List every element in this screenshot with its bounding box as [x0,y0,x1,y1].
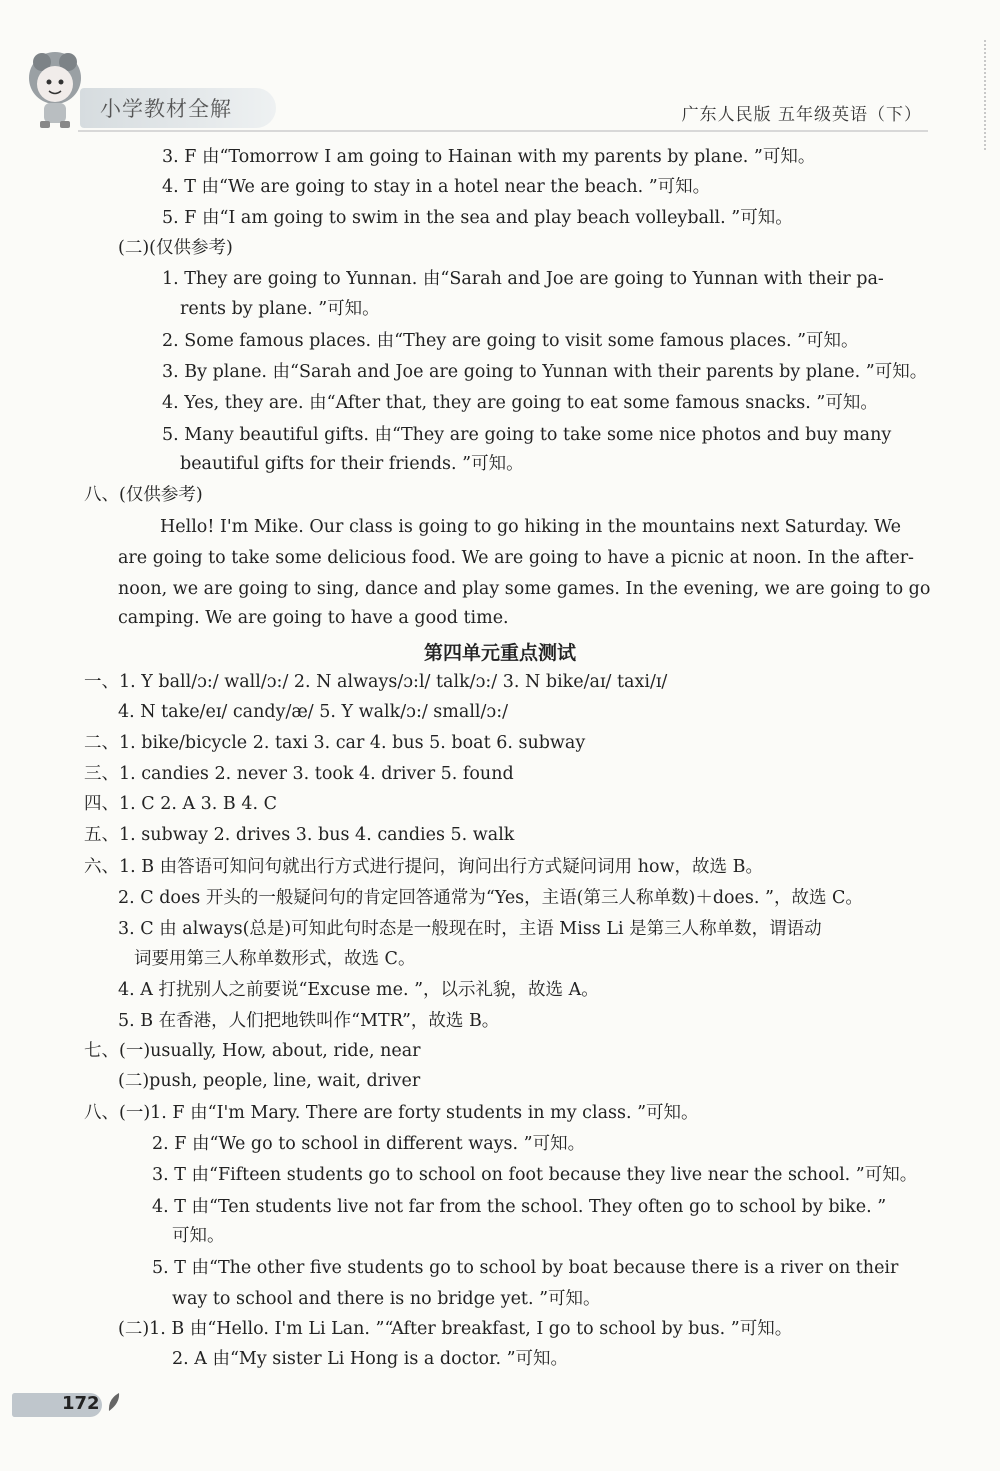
section-title: 第四单元重点测试 [423,642,576,664]
text-line: noon, we are going to sing, dance and play some games. In the evening, we are going to go [118,579,931,599]
text-line: 5. T 由“The other five students go to school by boat because there is a river on their [152,1258,899,1278]
text-line: 5. Many beautiful gifts. 由“They are going to take some nice photos and buy many [162,425,892,445]
text-line: 1. They are going to Yunnan. 由“Sarah and Joe are going to Yunnan with their pa- [162,269,884,289]
text-line: (二)(仅供参考) [118,238,233,258]
header-divider [78,130,928,132]
text-line: 3. By plane. 由“Sarah and Joe are going to Yunnan with their parents by plane. ”可知。 [162,362,928,382]
text-line: beautiful gifts for their friends. ”可知。 [180,454,524,474]
text-line: 六、1. B 由答语可知问句就出行方式进行提问，询问出行方式疑问词用 how，故选 B。 [84,857,763,877]
text-line: 八、(仅供参考) [84,485,203,505]
text-line: 3. C 由 always(总是)可知此句时态是一般现在时，主语 Miss Li 是第三人称单数，谓语动 [118,919,822,939]
book-title: 小学教材全解 [100,97,232,121]
text-line: (二)push, people, line, wait, driver [118,1071,421,1091]
text-line: 5. B 在香港，人们把地铁叫作“MTR”，故选 B。 [118,1011,500,1031]
text-line: 2. C does 开头的一般疑问句的肯定回答通常为“Yes，主语(第三人称单数)＋does. ”，故选 C。 [118,888,863,908]
text-line: 2. F 由“We go to school in different ways. ”可知。 [152,1134,586,1154]
book-title-banner [80,88,276,128]
text-line: are going to take some delicious food. We are going to have a picnic at noon. In the after- [118,548,914,568]
text-line: 4. Yes, they are. 由“After that, they are going to eat some famous snacks. ”可知。 [162,393,878,413]
text-line: (二)1. B 由“Hello. I'm Li Lan. ”“After breakfast, I go to school by bus. ”可知。 [118,1319,793,1339]
text-line: 4. T 由“We are going to stay in a hotel near the beach. ”可知。 [162,177,711,197]
text-line: Hello! I'm Mike. Our class is going to go hiking in the mountains next Saturday. We [160,517,901,537]
text-line: 4. T 由“Ten students live not far from the school. They often go to school by bike. ” [152,1197,887,1217]
page-number-badge [12,1387,122,1419]
page-header [0,0,1000,140]
text-line: 八、(一)1. F 由“I'm Mary. There are forty students in my class. ”可知。 [84,1103,699,1123]
edition-label: 广东人民版 五年级英语（下） [681,105,922,125]
text-line: 七、(一)usually, How, about, ride, near [84,1041,421,1061]
text-line: 可知。 [172,1226,225,1246]
text-line: 二、1. bike/bicycle 2. taxi 3. car 4. bus 5. boat 6. subway [84,733,586,753]
text-line: 4. A 打扰别人之前要说“Excuse me. ”，以示礼貌，故选 A。 [118,980,599,1000]
text-line: 一、1. Y ball/ɔ:/ wall/ɔ:/ 2. N always/ɔ:l/ talk/ɔ:/ 3. N bike/aɪ/ taxi/ɪ/ [84,672,668,692]
leaf-icon [106,1391,122,1413]
margin-dots [976,40,986,150]
text-line: 五、1. subway 2. drives 3. bus 4. candies 5. walk [84,825,515,845]
text-line: 3. F 由“Tomorrow I am going to Hainan with my parents by plane. ”可知。 [162,147,816,167]
text-line: 3. T 由“Fifteen students go to school on foot because they live near the school. ”可知。 [152,1165,918,1185]
page-number: 172 [62,1393,100,1414]
text-line: 5. F 由“I am going to swim in the sea and play beach volleyball. ”可知。 [162,208,793,228]
text-line: way to school and there is no bridge yet. ”可知。 [172,1289,601,1309]
text-line: camping. We are going to have a good time. [118,608,509,628]
text-line: 三、1. candies 2. never 3. took 4. driver 5. found [84,764,514,784]
text-line: 2. Some famous places. 由“They are going to visit some famous places. ”可知。 [162,331,859,351]
text-line: rents by plane. ”可知。 [180,299,380,319]
text-line: 4. N take/eɪ/ candy/æ/ 5. Y walk/ɔ:/ small/ɔ:/ [118,702,508,722]
text-line: 词要用第三人称单数形式，故选 C。 [134,949,416,969]
text-line: 2. A 由“My sister Li Hong is a doctor. ”可知。 [172,1349,569,1369]
text-line: 四、1. C 2. A 3. B 4. C [84,794,278,814]
